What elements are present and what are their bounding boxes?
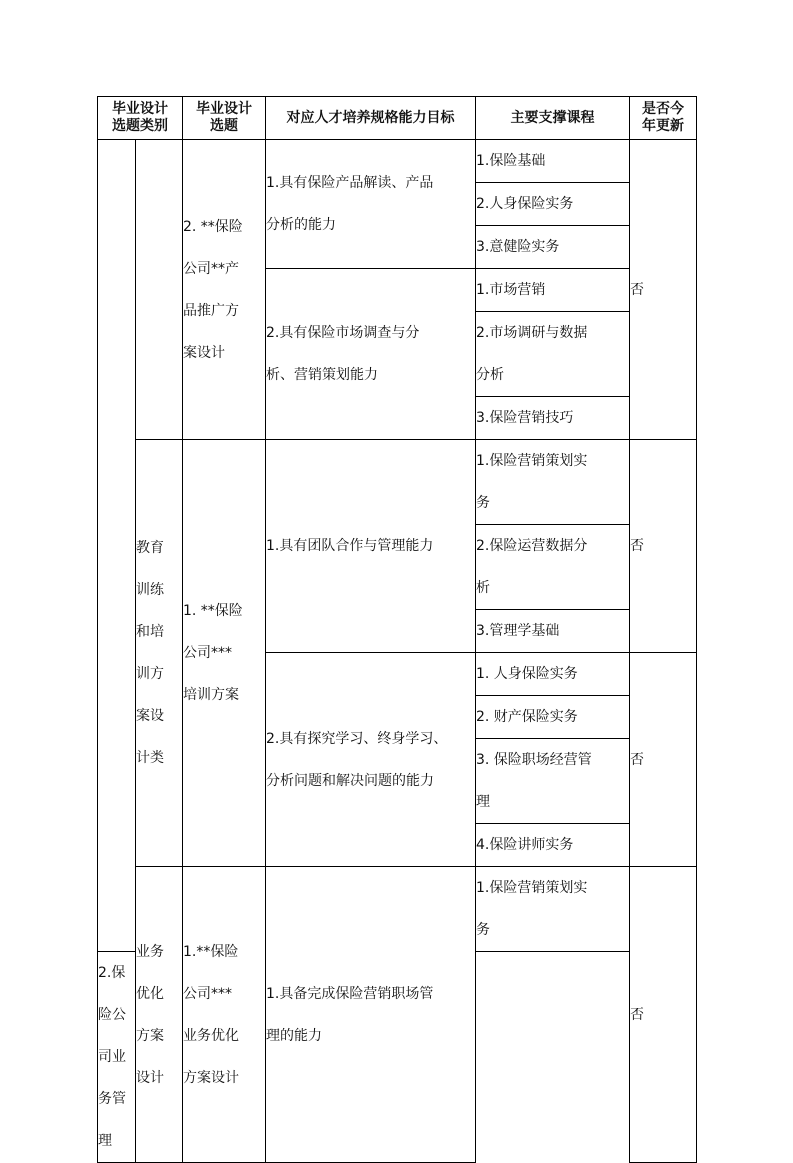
goal-cell: 1.具有保险产品解读、产品 分析的能力 <box>266 140 476 269</box>
outer-category-cell <box>98 140 136 952</box>
header-goal: 对应人才培养规格能力目标 <box>266 97 476 140</box>
course-cell: 2.市场调研与数据 分析 <box>476 312 630 397</box>
curriculum-table <box>97 96 697 1163</box>
table-row <box>98 440 697 525</box>
course-cell: 1.保险营销策划实 务 <box>476 867 630 952</box>
header-category: 毕业设计 选题类别 <box>98 97 183 140</box>
updated-cell: 否 <box>630 440 697 653</box>
header-row <box>98 97 697 140</box>
course-cell: 1.保险基础 <box>476 140 630 183</box>
course-cell: 3.保险营销技巧 <box>476 397 630 440</box>
course-cell: 2.人身保险实务 <box>476 183 630 226</box>
updated-cell: 否 <box>630 140 697 440</box>
table-row <box>98 867 697 952</box>
course-cell: 2.保险运营数据分 析 <box>476 525 630 610</box>
category-cell: 业务 优化 方案 设计 <box>136 867 183 1163</box>
updated-cell: 否 <box>630 867 697 1163</box>
topic-cell: 1. **保险 公司*** 培训方案 <box>183 440 266 867</box>
topic-cell: 1.**保险 公司*** 业务优化 方案设计 <box>183 867 266 1163</box>
course-cell: 3.意健险实务 <box>476 226 630 269</box>
course-cell: 1. 人身保险实务 <box>476 653 630 696</box>
category-cell <box>136 140 183 440</box>
course-cell: 4.保险讲师实务 <box>476 824 630 867</box>
category-cell: 教育 训练 和培 训方 案设 计类 <box>136 440 183 867</box>
goal-cell: 2.具有探究学习、终身学习、 分析问题和解决问题的能力 <box>266 653 476 867</box>
course-cell: 2.保险公司业务管 理 <box>98 952 136 1163</box>
course-cell: 1.市场营销 <box>476 269 630 312</box>
course-cell: 2. 财产保险实务 <box>476 696 630 739</box>
updated-cell: 否 <box>630 653 697 867</box>
header-updated: 是否今 年更新 <box>630 97 697 140</box>
course-cell: 3. 保险职场经营管 理 <box>476 739 630 824</box>
course-cell: 3.管理学基础 <box>476 610 630 653</box>
table-row <box>98 140 697 183</box>
header-topic: 毕业设计 选题 <box>183 97 266 140</box>
goal-cell: 1.具有团队合作与管理能力 <box>266 440 476 653</box>
goal-cell: 1.具备完成保险营销职场管 理的能力 <box>266 867 476 1163</box>
topic-cell: 2. **保险 公司**产 品推广方 案设计 <box>183 140 266 440</box>
header-courses: 主要支撑课程 <box>476 97 630 140</box>
course-cell: 1.保险营销策划实 务 <box>476 440 630 525</box>
goal-cell: 2.具有保险市场调查与分 析、营销策划能力 <box>266 269 476 440</box>
